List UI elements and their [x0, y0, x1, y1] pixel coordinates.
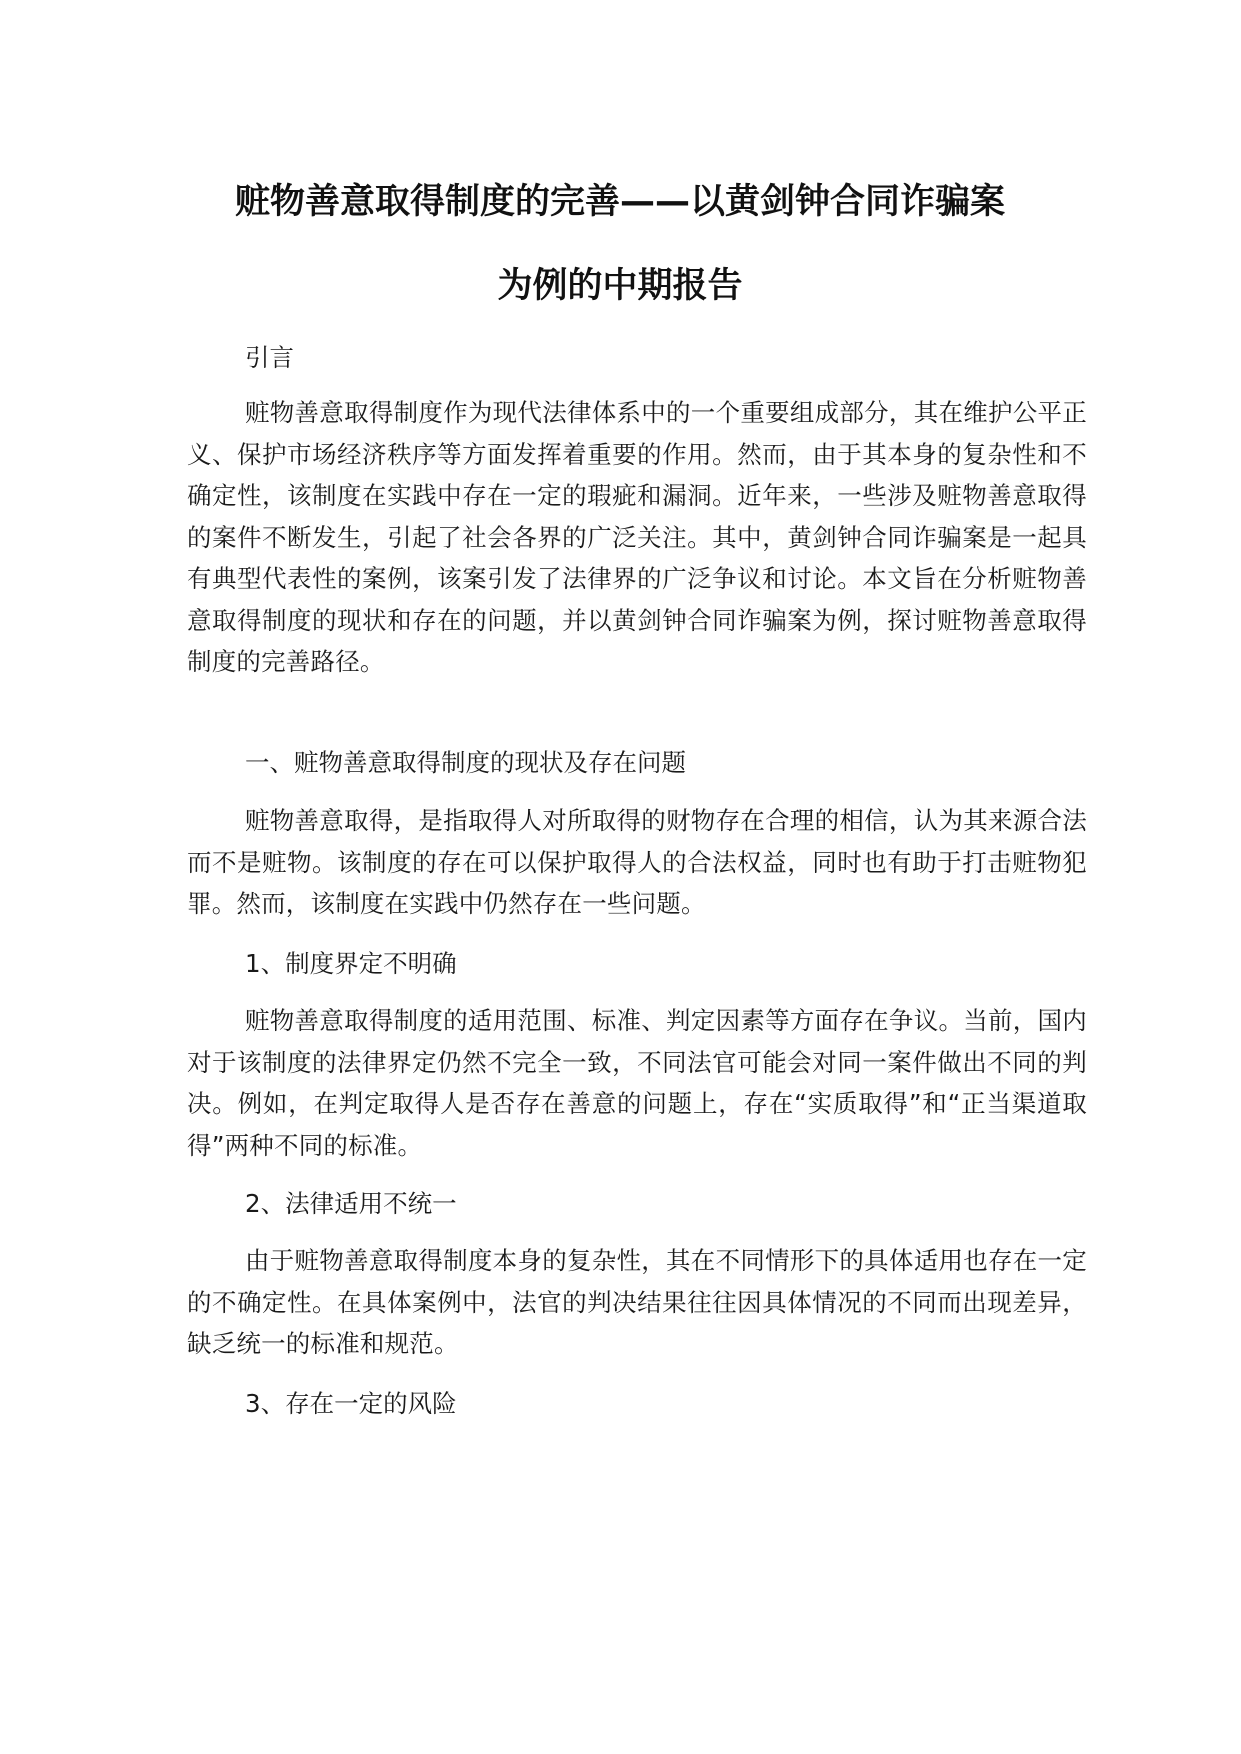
- subsection-2-heading-block: [187, 1183, 1087, 1225]
- subsection-3-heading: 3、存在一定的风险: [245, 1389, 457, 1418]
- subsection-1-paragraph: 赃物善意取得制度的适用范围、标准、判定因素等方面存在争议。当前，国内对于该制度的法律界定仍然不完全一致，不同法官可能会对同一案件做出不同的判决。例如，在判定取得人是否存在善意的问题上，存在“实质取得”和“正当渠道取得”两种不同的标准。: [187, 1006, 1087, 1160]
- subsection-2-paragraph-block: [187, 1240, 1087, 1365]
- section-1-paragraph: 赃物善意取得，是指取得人对所取得的财物存在合理的相信，认为其来源合法而不是赃物。该制度的存在可以保护取得人的合法权益，同时也有助于打击赃物犯罪。然而，该制度在实践中仍然存在一些问题。: [187, 806, 1087, 918]
- subsection-3-heading-block: [187, 1383, 1087, 1425]
- document-title-line-1: 赃物善意取得制度的完善——以黄剑钟合同诈骗案: [234, 182, 1005, 222]
- section-1-heading-block: [187, 742, 1087, 784]
- document-title-line-2: 为例的中期报告: [497, 266, 743, 306]
- subsection-1-heading-block: [187, 943, 1087, 985]
- section-1-heading: 一、赃物善意取得制度的现状及存在问题: [245, 748, 686, 777]
- subsection-2-heading: 2、法律适用不统一: [245, 1189, 457, 1218]
- subsection-1-paragraph-block: [187, 1000, 1087, 1166]
- intro-paragraph: 赃物善意取得制度作为现代法律体系中的一个重要组成部分，其在维护公平正义、保护市场经济秩序等方面发挥着重要的作用。然而，由于其本身的复杂性和不确定性，该制度在实践中存在一定的瑕疵和漏洞。近年来，一些涉及赃物善意取得的案件不断发生，引起了社会各界的广泛关注。其中，黄剑钟合同诈骗案是一起具有典型代表性的案例，该案引发了法律界的广泛争议和讨论。本文旨在分析赃物善意取得制度的现状和存在的问题，并以黄剑钟合同诈骗案为例，探讨赃物善意取得制度的完善路径。: [187, 398, 1087, 676]
- intro-heading: 引言: [245, 343, 294, 372]
- intro-heading-block: [187, 337, 1087, 379]
- subsection-1-heading: 1、制度界定不明确: [245, 949, 457, 978]
- section-1-paragraph-block: [187, 800, 1087, 925]
- subsection-2-paragraph: 由于赃物善意取得制度本身的复杂性，其在不同情形下的具体适用也存在一定的不确定性。在具体案例中，法官的判决结果往往因具体情况的不同而出现差异，缺乏统一的标准和规范。: [187, 1246, 1087, 1358]
- intro-paragraph-block: [187, 392, 1087, 683]
